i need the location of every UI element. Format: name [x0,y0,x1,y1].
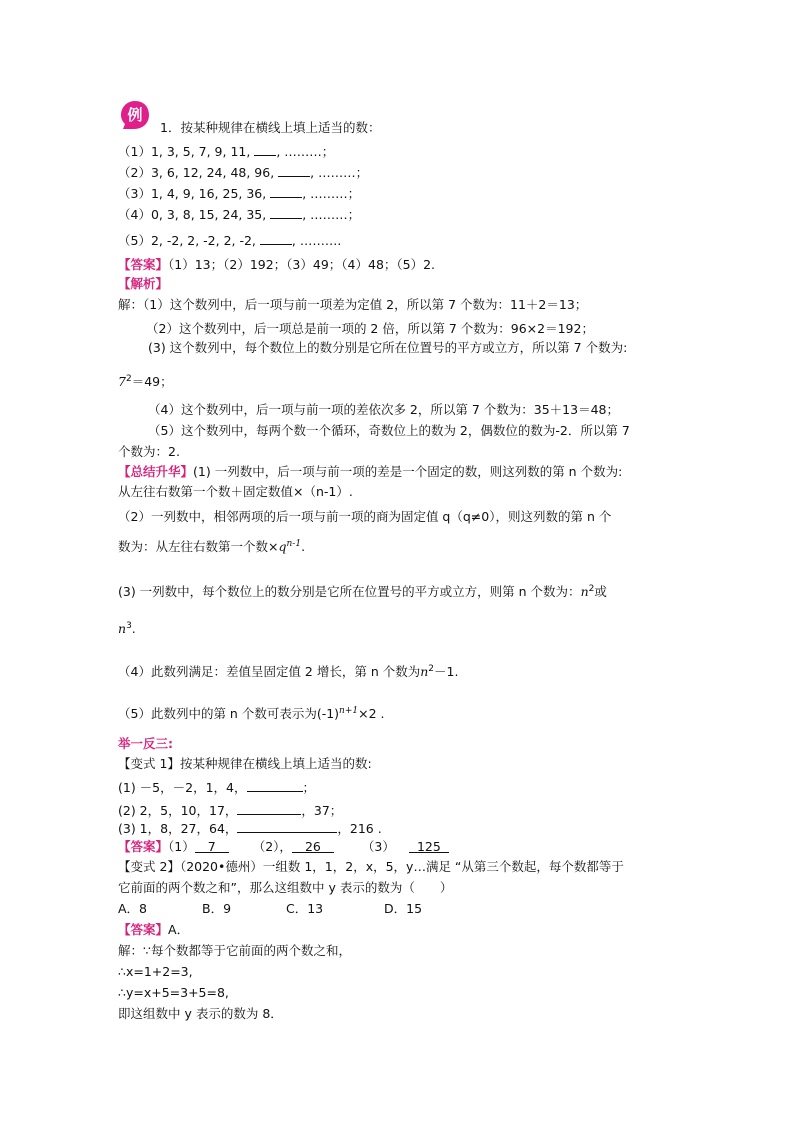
variant-1-item-2: (2) 2，5，10，17， ，37； [118,800,342,820]
sequence-item-1: （1）1, 3, 5, 7, 9, 11, , ………； [118,141,334,161]
answer-tag: 【答案】 [118,257,169,272]
blank-1 [254,141,276,156]
answer-text: （1）13；（2）192；（3）49；（4）48；（5）2. [168,257,436,272]
blank-4 [270,204,302,219]
variant-2-solution-1: 解：∵每个数都等于它前面的两个数之和， [118,943,351,958]
sequence-item-2: （2）3, 6, 12, 24, 48, 96, , ………； [118,162,368,182]
example-badge-label: 例 [127,106,143,124]
option-b: B．9 [202,901,232,916]
option-c: C．13 [286,901,324,916]
practice-title: 举一反三: [118,736,173,751]
summary-line-3: （2）一列数中，相邻两项的后一项与前一项的商为固定值 q（q≠0），则这列数的第 n 个 [118,509,612,524]
summary-formula-5: $n^3$. [118,621,136,637]
summary-line-1: 【总结升华】(1) 一列数中，后一项与前一项的差是一个固定的数，则这列数的第 n 个数为: [118,464,623,479]
variant-2-options [118,900,422,918]
variant-blank-2 [237,800,301,815]
blank-3 [270,183,302,198]
summary-line-6: （4）此数列满足：差值呈固定值 2 增长，第 n 个数为$n^2-1$. [118,664,459,680]
summary-line-5: (3) 一列数中，每个数位上的数分别是它所在位置号的平方或立方，则第 n 个数为：$n^2$或 [118,584,607,600]
solution-line-6: 个数为：2. [118,444,180,459]
solution-line-1: 解：（1）这个数列中，后一项与前一项差为定值 2，所以第 7 个数为：11＋2＝13； [118,297,588,312]
sequence-item-3: （3）1, 4, 9, 16, 25, 36, , ………； [118,183,360,203]
example-badge-icon [120,100,150,130]
solution-line-4: （4）这个数列中，后一项与前一项的差依次多 2，所以第 7 个数为：35＋13＝48； [148,402,619,417]
summary-line-2: 从左往右数第一个数＋固定数值×（n-1）. [118,484,353,499]
blank-2 [278,162,310,177]
variant-2-question-2: 它前面的两个数之和”，那么这组数中 y 表示的数为（ ） [118,880,453,895]
summary-line-4: 数为：从左往右数第一个数$\times q^{n-1}$. [118,539,306,555]
option-a: A．8 [118,901,148,916]
solution-formula-3: $7^2=49$； [118,374,173,390]
variant-blank-1 [247,777,303,792]
summary-tag: 【总结升华】 [118,464,194,479]
variant-1-question: 【变式 1】按某种规律在横线上填上适当的数: [118,756,372,771]
solution-line-2: （2）这个数列中，后一项总是前一项的 2 倍，所以第 7 个数为：96×2＝192； [146,321,594,336]
variant-2-answer: 【答案】A． [118,922,190,937]
summary-line-7: （5）此数列中的第 n 个数可表示为$(-1)^{n+1}\times 2$ . [118,706,385,722]
example-question: 1．按某种规律在横线上填上适当的数： [160,120,381,135]
variant-1-item-1: (1) －5，－2，1，4， ； [118,777,315,797]
variant-2-solution-2: ∴x=1+2=3, [118,964,193,979]
analysis-tag: 【解析】 [118,276,169,291]
variant-blank-3 [237,818,337,833]
variant-1-item-3: (3) 1，8，27，64， ，216 . [118,818,382,838]
variant-2-solution-3: ∴y=x+5=3+5=8, [118,985,229,1000]
variant-2-solution-4: 即这组数中 y 表示的数为 8． [118,1006,283,1021]
sequence-item-5: （5）2, -2, 2, -2, 2, -2, , ………. [118,230,341,250]
blank-5 [260,230,292,245]
option-d: D．15 [384,901,423,916]
sequence-item-4: （4）0, 3, 8, 15, 24, 35, , ………； [118,204,360,224]
solution-line-5: （5）这个数列中，每两个数一个循环，奇数位上的数为 2，偶数位的数为-2．所以第 7 [148,423,630,438]
answer-line [118,256,435,274]
variant-2-question-1: 【变式 2】（2020•德州）一组数 1，1，2，x，5，y…满足 “从第三个数起，每个数都等于 [118,859,624,874]
solution-line-3: (3) 这个数列中，每个数位上的数分别是它所在位置号的平方或立方，所以第 7 个数为: [148,340,628,355]
variant-1-answer: 【答案】（1） 7 （2）， 26 （3） 125 [118,838,449,856]
